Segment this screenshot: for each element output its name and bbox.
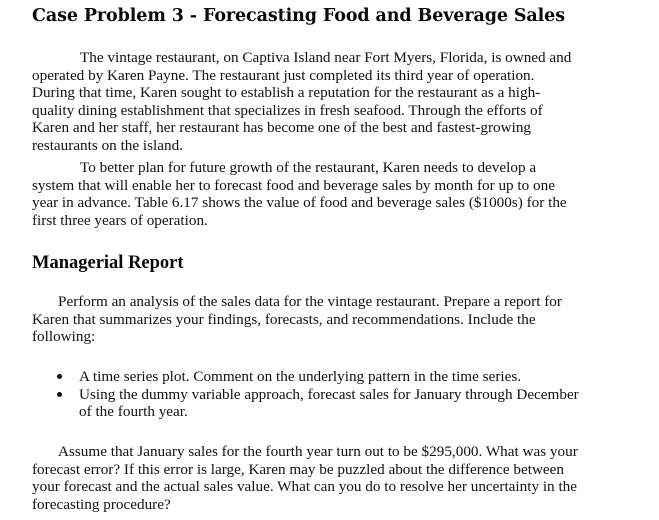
text-line: Perform an analysis of the sales data for the vintage restaurant. Prepare a report for xyxy=(58,293,562,310)
report-paragraph xyxy=(32,293,632,346)
text-line: forecast error? If this error is large, Karen may be puzzled about the difference between xyxy=(32,460,565,478)
text-line: year in advance. Table 6.17 shows the value of food and beverage sales ($1000s) for the xyxy=(32,194,567,212)
text-line: system that will enable her to forecast food and beverage sales by month for up to one xyxy=(32,176,555,194)
bullet-list xyxy=(54,368,579,421)
text-line: The vintage restaurant, on Captiva Island near Fort Myers, Florida, is owned and xyxy=(80,49,572,66)
text-line: To better plan for future growth of the restaurant, Karen needs to develop a xyxy=(80,159,537,176)
text-line: Assume that January sales for the fourth year turn out to be $295,000. What was your xyxy=(58,443,578,460)
text-line: operated by Karen Payne. The restaurant just completed its third year of operation. xyxy=(32,66,535,84)
text-line: first three years of operation. xyxy=(32,211,208,229)
text-line: A time series plot. Comment on the underlying pattern in the time series. xyxy=(79,368,522,385)
text-line: of the fourth year. xyxy=(79,403,188,421)
bullet-item xyxy=(54,386,579,421)
text-line: quality dining establishment that specializes in fresh seafood. Through the efforts of xyxy=(32,101,543,119)
text-line: Karen that summarizes your findings, forecasts, and recommendations. Include the xyxy=(32,310,536,328)
bullet-icon xyxy=(57,374,62,379)
text-line: your forecast and the actual sales value. What can you do to resolve her uncertainty in the xyxy=(32,478,577,496)
text-line: forecasting procedure? xyxy=(32,495,171,513)
bullet-item xyxy=(54,368,579,386)
text-line: restaurants on the island. xyxy=(32,136,183,154)
text-line: During that time, Karen sought to establish a reputation for the restaurant as a high- xyxy=(32,84,541,102)
bullet-icon xyxy=(57,392,62,397)
text-line: Using the dummy variable approach, forecast sales for January through December xyxy=(79,385,579,403)
closing-paragraph xyxy=(32,443,632,513)
text-line: Karen and her staff, her restaurant has become one of the best and fastest-growing xyxy=(32,119,532,137)
section-heading: Managerial Report xyxy=(32,253,184,273)
intro-paragraph-2 xyxy=(32,159,632,229)
intro-paragraph-1 xyxy=(32,49,632,155)
case-title: Case Problem 3 - Forecasting Food and Beverage Sales xyxy=(32,6,565,26)
text-line: following: xyxy=(32,328,96,346)
